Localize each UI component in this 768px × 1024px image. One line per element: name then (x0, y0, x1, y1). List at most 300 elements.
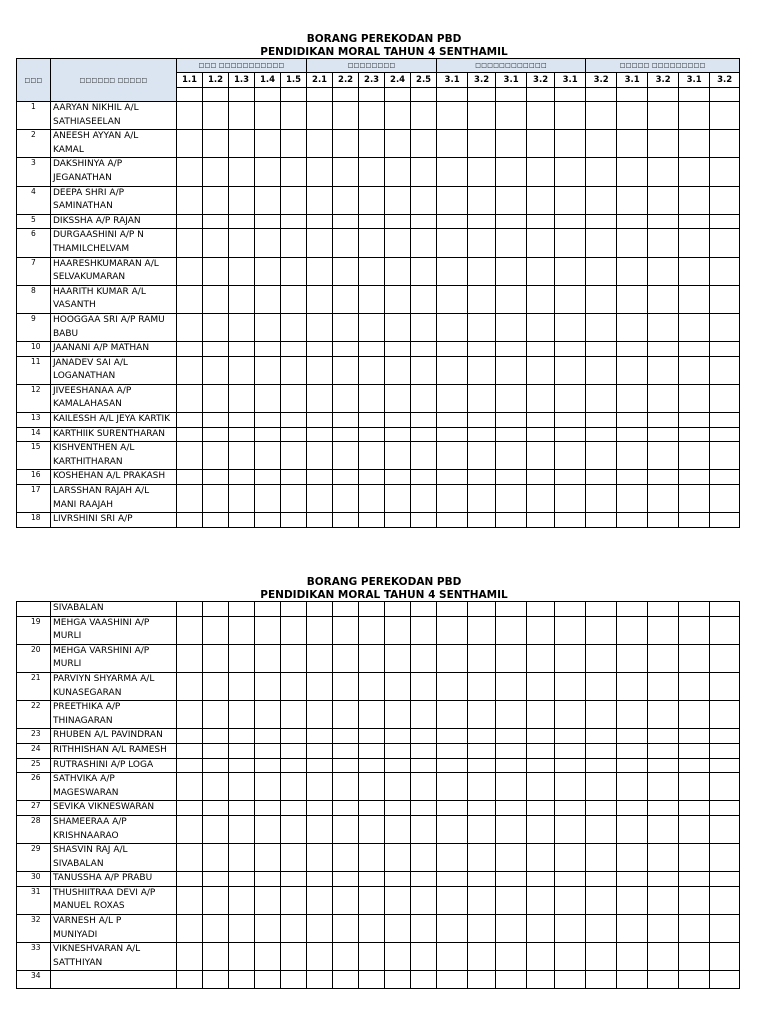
score-cell[interactable] (617, 485, 648, 513)
score-cell[interactable] (468, 943, 496, 971)
score-cell[interactable] (710, 470, 740, 485)
score-cell[interactable] (177, 186, 203, 214)
score-cell[interactable] (437, 442, 468, 470)
score-cell[interactable] (437, 971, 468, 989)
score-cell[interactable] (359, 313, 385, 341)
score-cell[interactable] (385, 257, 411, 285)
score-cell[interactable] (437, 470, 468, 485)
score-cell[interactable] (281, 943, 307, 971)
score-cell[interactable] (437, 427, 468, 442)
score-cell[interactable] (437, 886, 468, 914)
score-cell[interactable] (555, 229, 586, 257)
score-cell[interactable] (679, 644, 710, 672)
score-cell[interactable] (617, 844, 648, 872)
score-cell[interactable] (229, 158, 255, 186)
score-cell[interactable] (177, 815, 203, 843)
score-cell[interactable] (586, 356, 617, 384)
score-cell[interactable] (333, 644, 359, 672)
score-cell[interactable] (203, 844, 229, 872)
score-cell[interactable] (333, 672, 359, 700)
score-cell[interactable] (710, 442, 740, 470)
score-cell[interactable] (679, 513, 710, 528)
header-blank-cell[interactable] (359, 88, 385, 102)
score-cell[interactable] (229, 102, 255, 130)
score-cell[interactable] (333, 427, 359, 442)
score-cell[interactable] (617, 915, 648, 943)
score-cell[interactable] (203, 872, 229, 887)
score-cell[interactable] (617, 356, 648, 384)
score-cell[interactable] (177, 313, 203, 341)
score-cell[interactable] (255, 672, 281, 700)
score-cell[interactable] (648, 743, 679, 758)
score-cell[interactable] (385, 602, 411, 617)
score-cell[interactable] (679, 356, 710, 384)
score-cell[interactable] (359, 872, 385, 887)
score-cell[interactable] (586, 229, 617, 257)
score-cell[interactable] (177, 773, 203, 801)
score-cell[interactable] (468, 602, 496, 617)
score-cell[interactable] (437, 384, 468, 412)
score-cell[interactable] (617, 413, 648, 428)
score-cell[interactable] (496, 186, 527, 214)
score-cell[interactable] (307, 729, 333, 744)
score-cell[interactable] (333, 513, 359, 528)
score-cell[interactable] (496, 815, 527, 843)
header-blank-cell[interactable] (411, 88, 437, 102)
score-cell[interactable] (177, 844, 203, 872)
score-cell[interactable] (255, 313, 281, 341)
score-cell[interactable] (385, 214, 411, 229)
score-cell[interactable] (648, 313, 679, 341)
score-cell[interactable] (359, 214, 385, 229)
score-cell[interactable] (617, 214, 648, 229)
score-cell[interactable] (710, 672, 740, 700)
score-cell[interactable] (555, 701, 586, 729)
score-cell[interactable] (555, 356, 586, 384)
score-cell[interactable] (229, 672, 255, 700)
score-cell[interactable] (496, 313, 527, 341)
score-cell[interactable] (177, 470, 203, 485)
score-cell[interactable] (307, 470, 333, 485)
score-cell[interactable] (496, 356, 527, 384)
score-cell[interactable] (203, 229, 229, 257)
score-cell[interactable] (710, 513, 740, 528)
score-cell[interactable] (229, 186, 255, 214)
score-cell[interactable] (385, 743, 411, 758)
score-cell[interactable] (203, 801, 229, 816)
score-cell[interactable] (648, 872, 679, 887)
score-cell[interactable] (203, 313, 229, 341)
score-cell[interactable] (496, 384, 527, 412)
score-cell[interactable] (411, 672, 437, 700)
score-cell[interactable] (307, 356, 333, 384)
score-cell[interactable] (679, 872, 710, 887)
score-cell[interactable] (437, 102, 468, 130)
score-cell[interactable] (437, 801, 468, 816)
header-blank-cell[interactable] (307, 88, 333, 102)
score-cell[interactable] (617, 602, 648, 617)
score-cell[interactable] (229, 285, 255, 313)
score-cell[interactable] (617, 971, 648, 989)
score-cell[interactable] (333, 442, 359, 470)
score-cell[interactable] (229, 915, 255, 943)
score-cell[interactable] (333, 701, 359, 729)
score-cell[interactable] (710, 915, 740, 943)
score-cell[interactable] (411, 186, 437, 214)
score-cell[interactable] (307, 701, 333, 729)
score-cell[interactable] (307, 285, 333, 313)
score-cell[interactable] (385, 872, 411, 887)
score-cell[interactable] (359, 915, 385, 943)
score-cell[interactable] (255, 729, 281, 744)
score-cell[interactable] (281, 729, 307, 744)
score-cell[interactable] (679, 413, 710, 428)
score-cell[interactable] (527, 616, 555, 644)
score-cell[interactable] (333, 158, 359, 186)
score-cell[interactable] (527, 644, 555, 672)
score-cell[interactable] (203, 257, 229, 285)
score-cell[interactable] (203, 342, 229, 357)
score-cell[interactable] (679, 971, 710, 989)
score-cell[interactable] (437, 130, 468, 158)
score-cell[interactable] (411, 102, 437, 130)
score-cell[interactable] (527, 186, 555, 214)
score-cell[interactable] (255, 773, 281, 801)
score-cell[interactable] (385, 384, 411, 412)
score-cell[interactable] (359, 743, 385, 758)
score-cell[interactable] (411, 257, 437, 285)
score-cell[interactable] (617, 616, 648, 644)
score-cell[interactable] (203, 644, 229, 672)
score-cell[interactable] (307, 427, 333, 442)
score-cell[interactable] (555, 384, 586, 412)
score-cell[interactable] (437, 602, 468, 617)
score-cell[interactable] (496, 102, 527, 130)
score-cell[interactable] (359, 229, 385, 257)
score-cell[interactable] (710, 971, 740, 989)
score-cell[interactable] (617, 729, 648, 744)
score-cell[interactable] (229, 801, 255, 816)
score-cell[interactable] (333, 485, 359, 513)
score-cell[interactable] (679, 886, 710, 914)
score-cell[interactable] (307, 413, 333, 428)
score-cell[interactable] (255, 427, 281, 442)
score-cell[interactable] (527, 801, 555, 816)
score-cell[interactable] (359, 356, 385, 384)
score-cell[interactable] (359, 285, 385, 313)
score-cell[interactable] (617, 743, 648, 758)
score-cell[interactable] (496, 229, 527, 257)
score-cell[interactable] (648, 886, 679, 914)
score-cell[interactable] (586, 442, 617, 470)
score-cell[interactable] (710, 844, 740, 872)
score-cell[interactable] (203, 470, 229, 485)
score-cell[interactable] (177, 384, 203, 412)
score-cell[interactable] (437, 872, 468, 887)
score-cell[interactable] (203, 427, 229, 442)
score-cell[interactable] (411, 758, 437, 773)
score-cell[interactable] (679, 616, 710, 644)
score-cell[interactable] (496, 442, 527, 470)
score-cell[interactable] (281, 602, 307, 617)
score-cell[interactable] (307, 602, 333, 617)
score-cell[interactable] (527, 872, 555, 887)
score-cell[interactable] (177, 285, 203, 313)
score-cell[interactable] (307, 773, 333, 801)
score-cell[interactable] (496, 413, 527, 428)
score-cell[interactable] (385, 943, 411, 971)
score-cell[interactable] (617, 102, 648, 130)
score-cell[interactable] (177, 229, 203, 257)
score-cell[interactable] (333, 773, 359, 801)
score-cell[interactable] (359, 644, 385, 672)
score-cell[interactable] (679, 229, 710, 257)
score-cell[interactable] (255, 602, 281, 617)
score-cell[interactable] (527, 384, 555, 412)
score-cell[interactable] (359, 413, 385, 428)
score-cell[interactable] (359, 470, 385, 485)
score-cell[interactable] (177, 130, 203, 158)
score-cell[interactable] (385, 644, 411, 672)
score-cell[interactable] (468, 229, 496, 257)
score-cell[interactable] (385, 886, 411, 914)
score-cell[interactable] (496, 285, 527, 313)
score-cell[interactable] (527, 886, 555, 914)
score-cell[interactable] (679, 158, 710, 186)
score-cell[interactable] (411, 801, 437, 816)
score-cell[interactable] (437, 285, 468, 313)
score-cell[interactable] (255, 485, 281, 513)
score-cell[interactable] (617, 313, 648, 341)
score-cell[interactable] (229, 616, 255, 644)
score-cell[interactable] (679, 758, 710, 773)
score-cell[interactable] (437, 915, 468, 943)
score-cell[interactable] (679, 257, 710, 285)
score-cell[interactable] (333, 257, 359, 285)
score-cell[interactable] (586, 844, 617, 872)
score-cell[interactable] (385, 186, 411, 214)
score-cell[interactable] (555, 644, 586, 672)
score-cell[interactable] (648, 485, 679, 513)
score-cell[interactable] (710, 413, 740, 428)
score-cell[interactable] (307, 313, 333, 341)
score-cell[interactable] (648, 257, 679, 285)
score-cell[interactable] (679, 815, 710, 843)
score-cell[interactable] (679, 427, 710, 442)
score-cell[interactable] (385, 102, 411, 130)
score-cell[interactable] (496, 758, 527, 773)
score-cell[interactable] (307, 342, 333, 357)
score-cell[interactable] (411, 130, 437, 158)
score-cell[interactable] (617, 427, 648, 442)
score-cell[interactable] (307, 915, 333, 943)
score-cell[interactable] (229, 971, 255, 989)
score-cell[interactable] (229, 384, 255, 412)
score-cell[interactable] (203, 672, 229, 700)
score-cell[interactable] (411, 872, 437, 887)
score-cell[interactable] (468, 729, 496, 744)
score-cell[interactable] (586, 758, 617, 773)
score-cell[interactable] (617, 758, 648, 773)
score-cell[interactable] (468, 257, 496, 285)
score-cell[interactable] (679, 729, 710, 744)
score-cell[interactable] (307, 384, 333, 412)
score-cell[interactable] (437, 186, 468, 214)
score-cell[interactable] (229, 427, 255, 442)
score-cell[interactable] (437, 485, 468, 513)
score-cell[interactable] (437, 644, 468, 672)
score-cell[interactable] (281, 616, 307, 644)
score-cell[interactable] (359, 672, 385, 700)
score-cell[interactable] (679, 602, 710, 617)
score-cell[interactable] (555, 729, 586, 744)
score-cell[interactable] (468, 844, 496, 872)
score-cell[interactable] (679, 701, 710, 729)
score-cell[interactable] (177, 485, 203, 513)
score-cell[interactable] (496, 158, 527, 186)
score-cell[interactable] (281, 442, 307, 470)
score-cell[interactable] (255, 758, 281, 773)
score-cell[interactable] (496, 427, 527, 442)
score-cell[interactable] (411, 485, 437, 513)
score-cell[interactable] (555, 758, 586, 773)
score-cell[interactable] (648, 229, 679, 257)
score-cell[interactable] (586, 342, 617, 357)
score-cell[interactable] (281, 186, 307, 214)
score-cell[interactable] (229, 257, 255, 285)
score-cell[interactable] (555, 313, 586, 341)
score-cell[interactable] (281, 971, 307, 989)
score-cell[interactable] (710, 758, 740, 773)
score-cell[interactable] (555, 413, 586, 428)
score-cell[interactable] (468, 701, 496, 729)
score-cell[interactable] (203, 485, 229, 513)
score-cell[interactable] (255, 257, 281, 285)
score-cell[interactable] (437, 743, 468, 758)
score-cell[interactable] (411, 214, 437, 229)
score-cell[interactable] (496, 644, 527, 672)
score-cell[interactable] (203, 815, 229, 843)
score-cell[interactable] (617, 257, 648, 285)
score-cell[interactable] (710, 102, 740, 130)
score-cell[interactable] (527, 313, 555, 341)
score-cell[interactable] (527, 102, 555, 130)
score-cell[interactable] (203, 356, 229, 384)
score-cell[interactable] (586, 513, 617, 528)
score-cell[interactable] (359, 886, 385, 914)
score-cell[interactable] (496, 470, 527, 485)
score-cell[interactable] (255, 915, 281, 943)
score-cell[interactable] (527, 773, 555, 801)
score-cell[interactable] (333, 971, 359, 989)
score-cell[interactable] (359, 801, 385, 816)
score-cell[interactable] (710, 616, 740, 644)
score-cell[interactable] (527, 158, 555, 186)
score-cell[interactable] (385, 485, 411, 513)
score-cell[interactable] (177, 602, 203, 617)
score-cell[interactable] (411, 384, 437, 412)
score-cell[interactable] (411, 971, 437, 989)
score-cell[interactable] (359, 186, 385, 214)
score-cell[interactable] (555, 485, 586, 513)
score-cell[interactable] (468, 758, 496, 773)
score-cell[interactable] (496, 915, 527, 943)
score-cell[interactable] (229, 644, 255, 672)
score-cell[interactable] (586, 470, 617, 485)
score-cell[interactable] (586, 485, 617, 513)
score-cell[interactable] (255, 285, 281, 313)
score-cell[interactable] (281, 844, 307, 872)
score-cell[interactable] (437, 214, 468, 229)
score-cell[interactable] (359, 773, 385, 801)
score-cell[interactable] (255, 384, 281, 412)
score-cell[interactable] (281, 257, 307, 285)
score-cell[interactable] (255, 102, 281, 130)
header-blank-cell[interactable] (527, 88, 555, 102)
score-cell[interactable] (307, 214, 333, 229)
score-cell[interactable] (586, 815, 617, 843)
score-cell[interactable] (333, 130, 359, 158)
score-cell[interactable] (555, 427, 586, 442)
score-cell[interactable] (281, 485, 307, 513)
score-cell[interactable] (679, 214, 710, 229)
score-cell[interactable] (307, 886, 333, 914)
score-cell[interactable] (468, 470, 496, 485)
score-cell[interactable] (468, 971, 496, 989)
score-cell[interactable] (437, 815, 468, 843)
score-cell[interactable] (203, 616, 229, 644)
score-cell[interactable] (468, 158, 496, 186)
score-cell[interactable] (281, 285, 307, 313)
score-cell[interactable] (468, 672, 496, 700)
score-cell[interactable] (359, 442, 385, 470)
header-blank-cell[interactable] (437, 88, 468, 102)
score-cell[interactable] (411, 229, 437, 257)
score-cell[interactable] (255, 130, 281, 158)
score-cell[interactable] (617, 943, 648, 971)
score-cell[interactable] (333, 102, 359, 130)
score-cell[interactable] (710, 384, 740, 412)
score-cell[interactable] (555, 971, 586, 989)
score-cell[interactable] (586, 773, 617, 801)
score-cell[interactable] (496, 257, 527, 285)
score-cell[interactable] (203, 915, 229, 943)
score-cell[interactable] (255, 342, 281, 357)
score-cell[interactable] (527, 342, 555, 357)
score-cell[interactable] (385, 672, 411, 700)
score-cell[interactable] (203, 886, 229, 914)
score-cell[interactable] (203, 729, 229, 744)
score-cell[interactable] (437, 342, 468, 357)
score-cell[interactable] (177, 442, 203, 470)
score-cell[interactable] (177, 214, 203, 229)
score-cell[interactable] (203, 773, 229, 801)
score-cell[interactable] (496, 513, 527, 528)
score-cell[interactable] (555, 513, 586, 528)
score-cell[interactable] (679, 442, 710, 470)
score-cell[interactable] (679, 773, 710, 801)
score-cell[interactable] (468, 801, 496, 816)
score-cell[interactable] (710, 158, 740, 186)
score-cell[interactable] (710, 356, 740, 384)
score-cell[interactable] (359, 257, 385, 285)
score-cell[interactable] (648, 602, 679, 617)
score-cell[interactable] (437, 413, 468, 428)
score-cell[interactable] (177, 915, 203, 943)
score-cell[interactable] (177, 886, 203, 914)
score-cell[interactable] (229, 815, 255, 843)
score-cell[interactable] (527, 427, 555, 442)
